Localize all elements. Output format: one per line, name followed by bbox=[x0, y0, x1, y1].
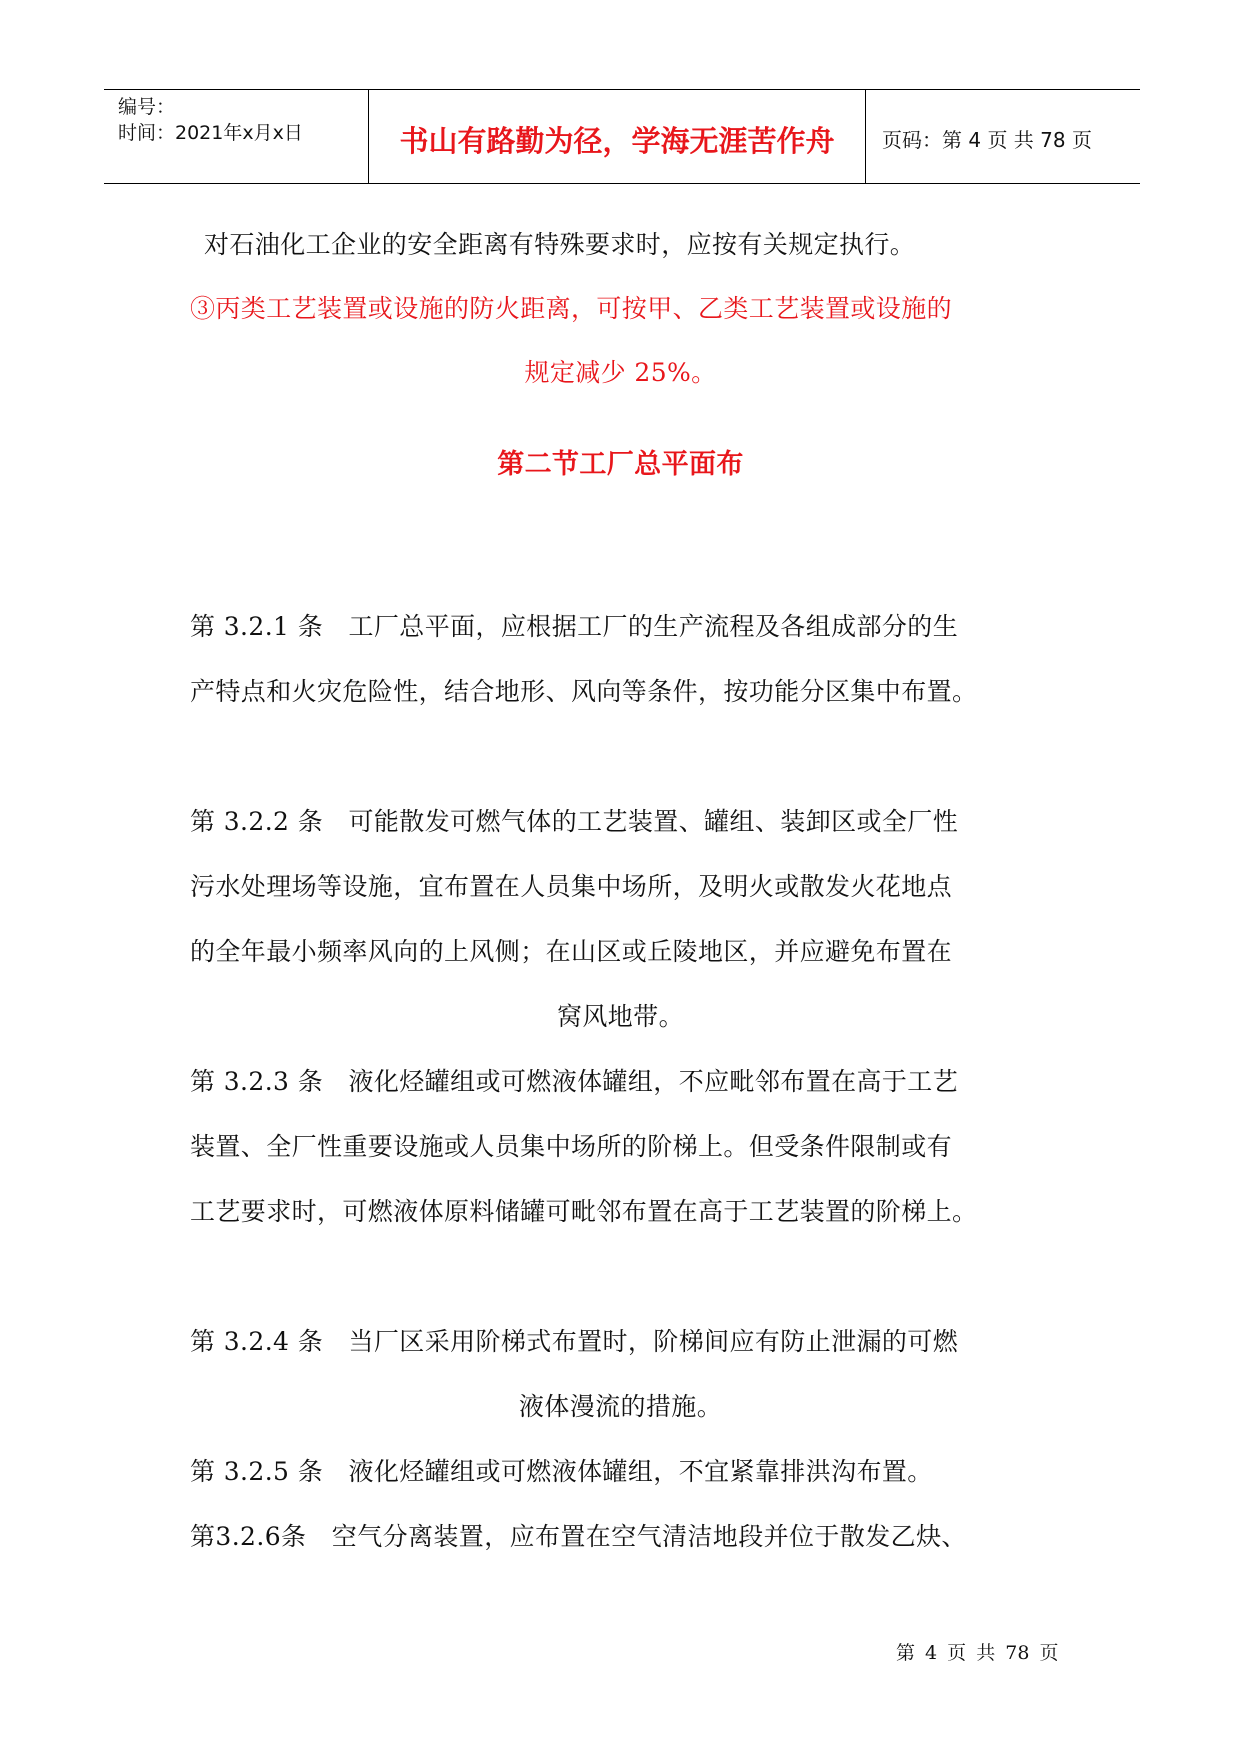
paragraph-intro: 对石油化工企业的安全距离有特殊要求时，应按有关规定执行。 bbox=[204, 230, 916, 259]
article-3-2-2-line-3: 的全年最小频率风向的上风侧；在山区或丘陵地区，并应避免布置在 bbox=[190, 937, 953, 966]
article-3-2-1-line-1: 第 3.2.1 条 工厂总平面，应根据工厂的生产流程及各组成部分的生 bbox=[190, 612, 959, 641]
header-motto-cell bbox=[369, 90, 866, 183]
article-3-2-2-line-4: 窝风地带。 bbox=[556, 1002, 684, 1031]
article-3-2-3-line-3: 工艺要求时，可燃液体原料储罐可毗邻布置在高于工艺装置的阶梯上。 bbox=[190, 1197, 978, 1226]
article-3-2-6-line-1: 第3.2.6条 空气分离装置，应布置在空气清洁地段并位于散发乙炔、 bbox=[190, 1522, 967, 1551]
article-3-2-1-line-2: 产特点和火灾危险性，结合地形、风向等条件，按功能分区集中布置。 bbox=[190, 677, 978, 706]
page-header bbox=[104, 89, 1140, 184]
note-3-line-1: ③丙类工艺装置或设施的防火距离，可按甲、乙类工艺装置或设施的 bbox=[190, 294, 953, 323]
header-motto: 书山有路勤为径，学海无涯苦作舟 bbox=[399, 124, 835, 158]
article-3-2-2-line-2: 污水处理场等设施，宜布置在人员集中场所，及明火或散发火花地点 bbox=[190, 872, 953, 901]
article-3-2-2-line-1: 第 3.2.2 条 可能散发可燃气体的工艺装置、罐组、装卸区或全厂性 bbox=[190, 807, 959, 836]
note-3-line-2: 规定减少 25%。 bbox=[524, 358, 717, 387]
article-3-2-4-line-1: 第 3.2.4 条 当厂区采用阶梯式布置时，阶梯间应有防止泄漏的可燃 bbox=[190, 1327, 959, 1356]
section-title: 第二节工厂总平面布 bbox=[497, 449, 744, 480]
article-3-2-4-line-2: 液体漫流的措施。 bbox=[518, 1392, 723, 1421]
document-number-label: 编号： bbox=[118, 96, 176, 118]
document-time-label: 时间：2021年x月x日 bbox=[118, 122, 303, 144]
header-meta-cell bbox=[104, 90, 369, 183]
header-page-info: 页码：第 4 页 共 78 页 bbox=[882, 128, 1092, 152]
article-3-2-3-line-2: 装置、全厂性重要设施或人员集中场所的阶梯上。但受条件限制或有 bbox=[190, 1132, 953, 1161]
page-footer: 第 4 页 共 78 页 bbox=[896, 1642, 1059, 1664]
article-3-2-3-line-1: 第 3.2.3 条 液化烃罐组或可燃液体罐组，不应毗邻布置在高于工艺 bbox=[190, 1067, 959, 1096]
header-page-cell bbox=[866, 90, 1140, 183]
article-3-2-5-line-1: 第 3.2.5 条 液化烃罐组或可燃液体罐组，不宜紧靠排洪沟布置。 bbox=[190, 1457, 933, 1486]
